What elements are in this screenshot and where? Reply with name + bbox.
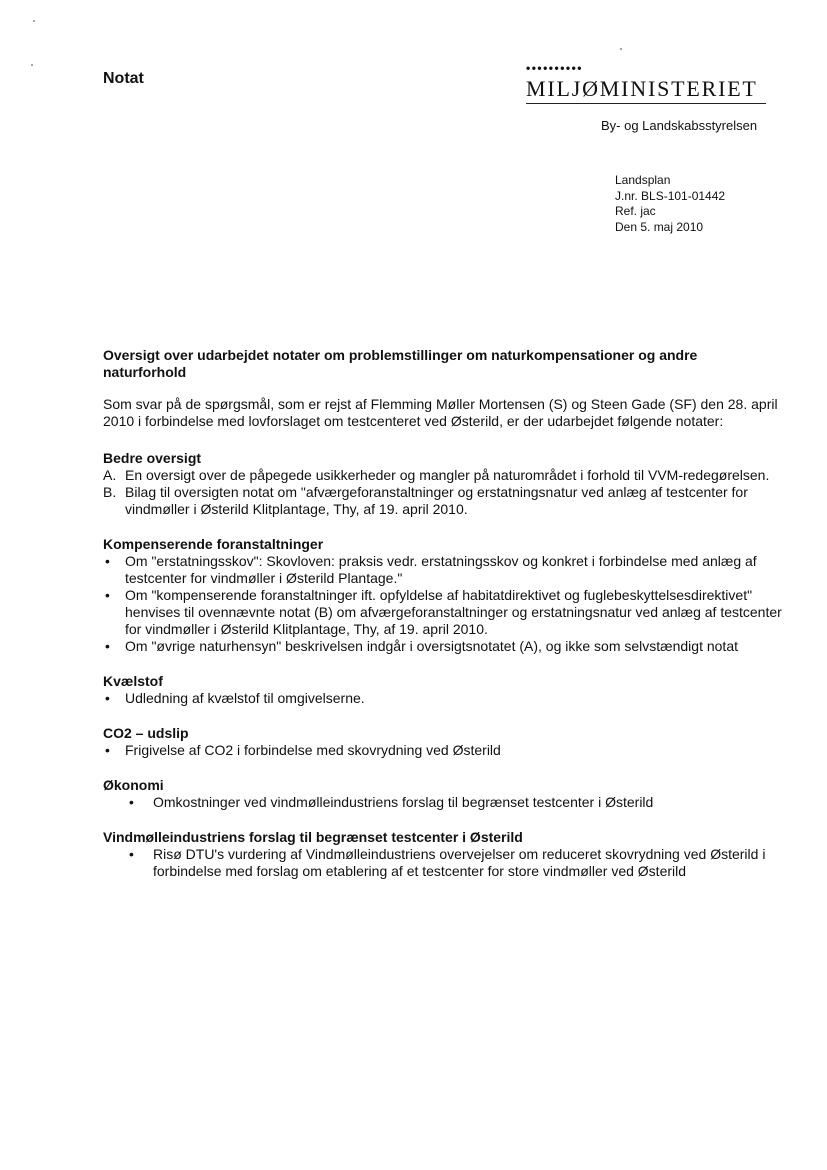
section-heading: Vindmølleindustriens forslag til begrænset testcenter i Østerild bbox=[103, 829, 523, 845]
meta-unit: Landsplan bbox=[615, 173, 671, 187]
scan-speck bbox=[620, 48, 622, 50]
bullet-list bbox=[103, 794, 783, 811]
section-heading: Økonomi bbox=[103, 777, 164, 793]
bullet-list bbox=[103, 690, 783, 707]
ministry-logo-dots: •••••••••• bbox=[526, 61, 584, 75]
meta-journal-number: J.nr. BLS-101-01442 bbox=[615, 188, 726, 203]
list-item: • Om "øvrige naturhensyn" beskrivelsen indgår i oversigtsnotatet (A), og ikke som selvstændigt notat bbox=[103, 638, 783, 655]
bullet-list bbox=[103, 553, 783, 655]
intro-paragraph: Som svar på de spørgsmål, som er rejst af Flemming Møller Mortensen (S) og Steen Gade (SF) den 28. april 2010 i forbindelse med lovforslaget om testcenteret ved Østerild, er der udarbejdet følgende notater: bbox=[103, 396, 778, 429]
agency-name: By- og Landskabsstyrelsen bbox=[601, 118, 758, 133]
section-kompenserende bbox=[103, 536, 783, 655]
list-item: • Risø DTU's vurdering af Vindmølleindustriens overvejelser om reduceret skovrydning ved Østerild i forbindelse med forslag om etablering af et testcenter for store vindmøller ved Østerild bbox=[103, 846, 783, 880]
scan-speck bbox=[33, 20, 35, 22]
list-item: • Om "kompenserende foranstaltninger ift. opfyldelse af habitatdirektivet og fuglebeskyttelsesdirektivet" henvises til ovennævnte notat (B) om afværgeforanstaltninger og erstatningsnatur ved anlæg af testcenter for vindmøller i Østerild Klitplantage, Thy, af 19. april 2010. bbox=[103, 587, 783, 638]
ministry-logo: MILJØMINISTERIET bbox=[526, 77, 766, 104]
list-item bbox=[103, 467, 783, 484]
section-heading: CO2 – udslip bbox=[103, 725, 189, 741]
list-item-text: Bilag til oversigten notat om "afværgeforanstaltninger og erstatningsnatur ved anlæg af testcenter for vindmøller i Østerild Klitplantage, Thy, af 19. april 2010. bbox=[125, 484, 748, 517]
section-bedre-oversigt bbox=[103, 450, 783, 518]
bullet-list bbox=[103, 742, 783, 759]
list-item-text: En oversigt over de påpegede usikkerheder og mangler på naturområdet i forhold til VVM-redegørelsen. bbox=[125, 467, 770, 483]
section-co2 bbox=[103, 725, 783, 759]
list-item: • Frigivelse af CO2 i forbindelse med skovrydning ved Østerild bbox=[103, 742, 783, 759]
bullet-list bbox=[103, 846, 783, 880]
document-meta bbox=[615, 173, 725, 235]
section-kvaelstof bbox=[103, 673, 783, 707]
section-vindmoelle bbox=[103, 829, 783, 880]
section-heading: Bedre oversigt bbox=[103, 450, 202, 466]
list-marker: A. bbox=[103, 467, 117, 483]
section-heading: Kvælstof bbox=[103, 673, 163, 689]
lettered-list bbox=[103, 467, 783, 518]
document-title: Oversigt over udarbejdet notater om problemstillinger om naturkompensationer og andre naturforhold bbox=[103, 347, 698, 380]
list-item bbox=[103, 484, 783, 518]
list-item: • Omkostninger ved vindmølleindustriens forslag til begrænset testcenter i Østerild bbox=[103, 794, 783, 811]
doc-type-label: Notat bbox=[103, 70, 144, 87]
meta-reference: Ref. jac bbox=[615, 204, 656, 218]
scan-speck bbox=[31, 64, 33, 66]
section-oekonomi bbox=[103, 777, 783, 811]
section-heading: Kompenserende foranstaltninger bbox=[103, 536, 324, 552]
meta-date: Den 5. maj 2010 bbox=[615, 219, 704, 234]
document-body bbox=[103, 347, 783, 898]
list-item: • Udledning af kvælstof til omgivelserne. bbox=[103, 690, 783, 707]
list-item: • Om "erstatningsskov": Skovloven: praksis vedr. erstatningsskov og konkret i forbindelse med anlæg af testcenter for vindmøller i Østerild Plantage." bbox=[103, 553, 783, 587]
list-marker: B. bbox=[103, 484, 117, 500]
